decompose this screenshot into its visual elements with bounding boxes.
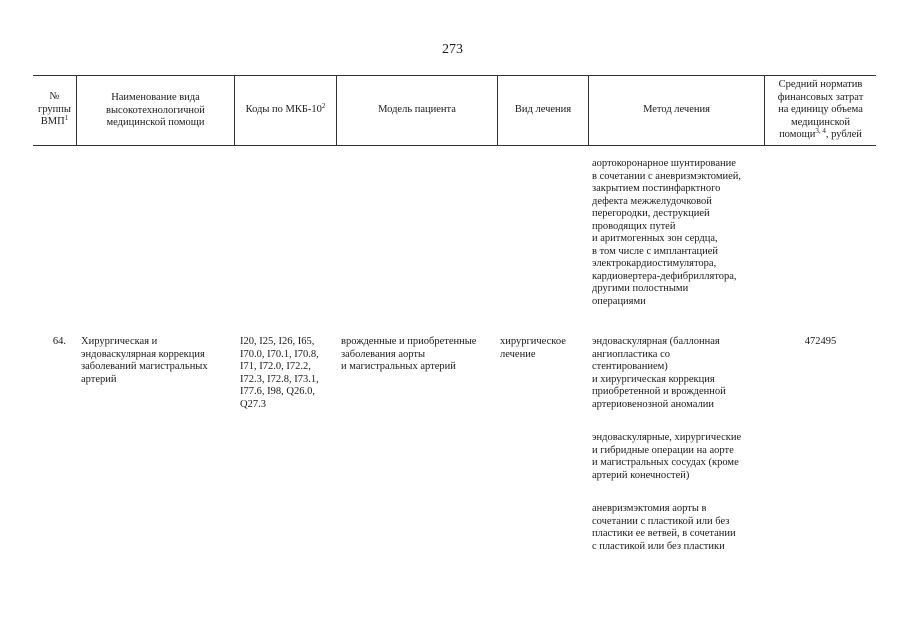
- patient-model: врожденные и приобретенные заболевания аорты и магистральных артерий: [341, 336, 477, 372]
- header-patient-model: Модель пациента: [378, 104, 456, 115]
- care-type-name: Хирургическая и эндоваскулярная коррекция заболеваний магистральных артерий: [81, 336, 208, 385]
- treatment-method-2: эндоваскулярные, хирургические и гибридные операции на аорте и магистральных сосудах (кроме артерий конечностей): [592, 432, 742, 481]
- header-treatment-method: Метод лечения: [643, 104, 710, 115]
- row-number: 64.: [52, 336, 66, 347]
- table-top-border: [33, 75, 876, 76]
- treatment-type: хирургическое лечение: [500, 336, 566, 360]
- header-care-type-name: Наименование вида высокотехнологичной медицинской помощи: [106, 92, 205, 129]
- treatment-method-1: эндоваскулярная (баллонная ангиопластика со стентированием) и хирургическая коррекция приобретенной и врожденной артериовенозной аномалии: [592, 336, 726, 410]
- header-bottom-border: [33, 145, 876, 146]
- continued-method-text: аортокоронарное шунтирование в сочетании с аневризмэктомией, закрытием постинфарктного дефекта межжелудочковой перегородки, деструкцией проводящих путей и аритмогенных зон сердца, в том числе с имплантацией электрокардиостимулятора, кардиовертера-дефибриллятора, другими полостными операциями: [592, 158, 741, 307]
- icd-codes: I20, I25, I26, I65, I70.0, I70.1, I70.8, I71, I72.0, I72.2, I72.3, I72.8, I73.1, I77.6, I98, Q26.0, Q27.3: [240, 336, 319, 410]
- average-cost-value: 472495: [804, 336, 837, 347]
- header-treatment-type: Вид лечения: [514, 104, 572, 115]
- header-average-cost-norm: Средний норматив финансовых затрат на единицу объема медицинской помощи$^{3, 4}$, рублей: [777, 79, 864, 141]
- header-icd-codes: Коды по МКБ-$10^2$: [245, 102, 326, 115]
- page-number: 273: [442, 42, 463, 57]
- header-group-number: № группы ВМП$^1$: [38, 91, 71, 128]
- treatment-method-3: аневризмэктомия аорты в сочетании с пластикой или без пластики ее ветвей, в сочетании с пластикой или без пластики: [592, 503, 736, 552]
